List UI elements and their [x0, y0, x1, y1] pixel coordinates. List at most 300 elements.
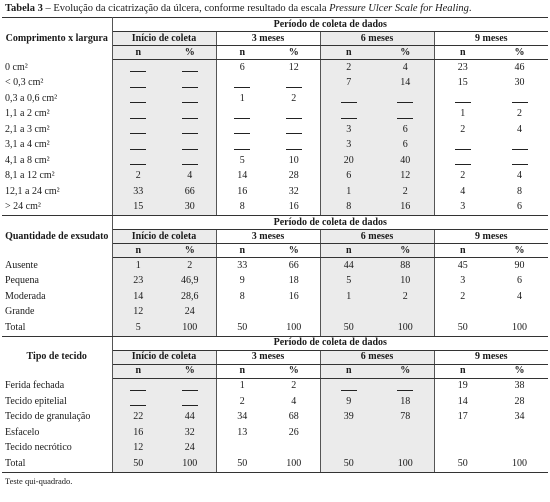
row-label: Moderada [2, 289, 112, 305]
period-label: 9 meses [434, 230, 548, 244]
percent-header: % [164, 244, 216, 258]
table-body [2, 18, 548, 473]
table-row [2, 169, 548, 185]
table-cell: 16 [112, 425, 164, 441]
row-label: > 24 cm² [2, 200, 112, 216]
table-cell: 100 [491, 320, 548, 336]
table-cell [216, 441, 268, 457]
table-row [2, 441, 548, 457]
row-label: 2,1 a 3 cm² [2, 122, 112, 138]
empty-value-dash [234, 109, 250, 119]
table-cell [268, 441, 320, 457]
table-cell [112, 378, 164, 394]
table-cell: 88 [377, 258, 434, 274]
table-cell: 2 [460, 123, 466, 135]
table-cell [112, 122, 164, 138]
table-row [2, 138, 548, 154]
empty-value-dash [341, 381, 357, 391]
row-label: 3,1 a 4 cm² [2, 138, 112, 154]
table-cell [320, 378, 377, 394]
row-label: Ferida fechada [2, 378, 112, 394]
table-cell: 6 [239, 61, 245, 73]
table-cell: 50 [216, 456, 268, 472]
table-cell: 100 [377, 320, 434, 336]
table-cell: 46,9 [164, 274, 216, 290]
table-cell [164, 76, 216, 92]
row-label: Total [2, 320, 112, 336]
empty-value-dash [286, 109, 302, 119]
empty-value-dash [512, 155, 528, 165]
row-label: 8,1 a 12 cm² [2, 169, 112, 185]
table-cell: 8 [517, 185, 523, 197]
empty-value-dash [182, 62, 198, 72]
row-label: Total [2, 456, 112, 472]
table-cell [164, 107, 216, 123]
table-cell: 50 [434, 320, 491, 336]
table-cell [216, 138, 268, 154]
table-cell [164, 153, 216, 169]
table-cell: 6 [320, 169, 377, 185]
table-cell [112, 107, 164, 123]
table-cell [491, 441, 548, 457]
table-cell: 10 [268, 153, 320, 169]
empty-value-dash [130, 109, 146, 119]
healing-evolution-table [2, 17, 548, 473]
table-row [2, 76, 548, 92]
table-cell: 24 [164, 441, 216, 457]
period-label: 6 meses [320, 230, 434, 244]
period-label: 9 meses [434, 350, 548, 364]
table-cell [268, 138, 320, 154]
table-cell: 2 [268, 91, 320, 107]
empty-value-dash [397, 109, 413, 119]
empty-value-dash [512, 93, 528, 103]
table-cell: 16 [237, 185, 248, 197]
table-cell [112, 153, 164, 169]
table-row [2, 289, 548, 305]
period-header: Período de coleta de dados [112, 18, 548, 32]
table-cell: 50 [216, 320, 268, 336]
row-label: 0 cm² [2, 60, 112, 76]
table-cell: 32 [268, 184, 320, 200]
period-label: 6 meses [320, 350, 434, 364]
empty-value-dash [182, 124, 198, 134]
table-cell: 2 [239, 395, 245, 407]
table-cell: 8 [239, 290, 245, 302]
table-cell: 12 [112, 305, 164, 321]
table-cell [377, 378, 434, 394]
table-row [2, 305, 548, 321]
table-cell [377, 305, 434, 321]
row-label: Pequena [2, 274, 112, 290]
n-header: n [216, 46, 268, 60]
table-cell: 22 [112, 410, 164, 426]
table-cell: 30 [514, 77, 525, 89]
table-cell [434, 91, 491, 107]
table-cell: 15 [112, 200, 164, 216]
table-cell [491, 91, 548, 107]
table-container [2, 0, 548, 486]
table-cell: 66 [268, 258, 320, 274]
empty-value-dash [182, 155, 198, 165]
table-cell: 39 [320, 410, 377, 426]
table-cell: 28 [514, 395, 525, 407]
empty-value-dash [397, 93, 413, 103]
table-cell: 3 [320, 138, 377, 154]
table-cell: 100 [491, 456, 548, 472]
table-cell: 26 [268, 425, 320, 441]
table-cell: 5 [239, 154, 245, 166]
table-footnote: Teste qui-quadrado. [5, 475, 73, 486]
table-cell: 6 [377, 138, 434, 154]
row-label: 4,1 a 8 cm² [2, 153, 112, 169]
n-header: n [320, 46, 377, 60]
row-label: 12,1 a 24 cm² [2, 184, 112, 200]
table-cell: 33 [112, 184, 164, 200]
table-cell: 7 [320, 76, 377, 92]
table-cell [434, 138, 491, 154]
table-cell: 78 [377, 410, 434, 426]
table-row [2, 410, 548, 426]
percent-header: % [377, 244, 434, 258]
table-cell: 66 [164, 184, 216, 200]
period-label: Início de coleta [112, 32, 216, 46]
table-cell: 2 [460, 170, 466, 182]
period-header: Período de coleta de dados [112, 216, 548, 230]
empty-value-dash [286, 140, 302, 150]
table-cell: 16 [268, 289, 320, 305]
table-cell: 6 [491, 200, 548, 216]
empty-value-dash [182, 78, 198, 88]
table-cell [320, 305, 377, 321]
table-cell: 100 [377, 456, 434, 472]
table-cell: 28 [268, 169, 320, 185]
table-cell [164, 378, 216, 394]
table-cell [268, 76, 320, 92]
table-cell: 18 [268, 274, 320, 290]
table-cell [268, 305, 320, 321]
table-cell [164, 138, 216, 154]
table-cell: 9 [239, 275, 245, 287]
percent-header: % [377, 364, 434, 378]
table-row [2, 258, 548, 274]
table-row [2, 456, 548, 472]
table-cell: 44 [320, 258, 377, 274]
empty-value-dash [286, 78, 302, 88]
table-cell: 6 [517, 275, 523, 287]
table-cell: 1 [239, 380, 245, 392]
n-header: n [434, 244, 491, 258]
table-cell [216, 305, 268, 321]
table-cell [164, 122, 216, 138]
empty-value-dash [455, 93, 471, 103]
table-cell: 4 [517, 290, 523, 302]
table-cell [112, 394, 164, 410]
table-row [2, 320, 548, 336]
table-cell [268, 122, 320, 138]
empty-value-dash [182, 109, 198, 119]
table-cell [216, 76, 268, 92]
period-label: 3 meses [216, 32, 320, 46]
table-cell: 14 [237, 170, 248, 182]
table-cell: 3 [460, 275, 466, 287]
table-cell: 12 [112, 441, 164, 457]
period-header: Período de coleta de dados [112, 336, 548, 350]
table-cell: 1 [320, 184, 377, 200]
period-label: 6 meses [320, 32, 434, 46]
table-cell: 8 [216, 200, 268, 216]
empty-value-dash [341, 109, 357, 119]
section-header-row [2, 336, 548, 350]
table-row [2, 378, 548, 394]
table-cell: 12 [377, 169, 434, 185]
table-cell [434, 153, 491, 169]
table-cell: 32 [164, 425, 216, 441]
table-cell [112, 91, 164, 107]
table-cell: 46 [514, 61, 525, 73]
row-label: Grande [2, 305, 112, 321]
table-cell: 50 [434, 456, 491, 472]
period-label: 3 meses [216, 230, 320, 244]
table-cell: 23 [457, 61, 468, 73]
empty-value-dash [182, 93, 198, 103]
table-cell [164, 394, 216, 410]
empty-value-dash [130, 381, 146, 391]
table-cell [377, 441, 434, 457]
table-cell: 2 [112, 169, 164, 185]
table-cell: 50 [112, 456, 164, 472]
table-cell: 100 [164, 456, 216, 472]
table-cell [377, 425, 434, 441]
table-cell: 90 [514, 259, 525, 271]
empty-value-dash [182, 140, 198, 150]
table-cell: 34 [237, 411, 248, 423]
table-cell: 1 [460, 108, 466, 120]
table-cell [491, 305, 548, 321]
n-header: n [434, 364, 491, 378]
row-label: Tecido necrótico [2, 441, 112, 457]
table-cell: 2 [460, 290, 466, 302]
table-cell [434, 305, 491, 321]
table-cell: 10 [377, 274, 434, 290]
n-header: n [320, 244, 377, 258]
table-cell: 4 [517, 123, 523, 135]
table-cell [268, 107, 320, 123]
table-cell: 44 [164, 410, 216, 426]
table-cell [112, 60, 164, 76]
empty-value-dash [234, 78, 250, 88]
table-cell: 18 [377, 394, 434, 410]
table-cell [320, 441, 377, 457]
table-cell: 13 [237, 426, 248, 438]
empty-value-dash [130, 396, 146, 406]
table-cell: 16 [377, 200, 434, 216]
table-row [2, 425, 548, 441]
table-cell: 16 [268, 200, 320, 216]
table-cell [491, 425, 548, 441]
table-cell: 14 [377, 76, 434, 92]
table-cell: 1 [320, 289, 377, 305]
section-header-row [2, 18, 548, 32]
table-row [2, 153, 548, 169]
table-cell [320, 425, 377, 441]
table-cell: 1 [112, 258, 164, 274]
table-cell [434, 441, 491, 457]
table-row [2, 184, 548, 200]
table-cell: 34 [514, 411, 525, 423]
n-header: n [434, 46, 491, 60]
table-caption [2, 0, 548, 17]
n-header: n [216, 244, 268, 258]
table-cell [377, 107, 434, 123]
table-cell: 2 [320, 60, 377, 76]
table-cell: 6 [377, 122, 434, 138]
table-cell: 14 [112, 289, 164, 305]
table-cell: 33 [237, 259, 248, 271]
caption-text: – Evolução da cicatrização da úlcera, conforme resultado da escala [42, 3, 330, 14]
section-label: Comprimento x largura [2, 18, 112, 60]
table-cell: 15 [457, 77, 468, 89]
table-cell [216, 122, 268, 138]
period-label: Início de coleta [112, 230, 216, 244]
empty-value-dash [130, 62, 146, 72]
table-row [2, 394, 548, 410]
empty-value-dash [130, 78, 146, 88]
n-header: n [320, 364, 377, 378]
empty-value-dash [397, 381, 413, 391]
table-cell: 2 [377, 184, 434, 200]
row-label: 0,3 a 0,6 cm² [2, 91, 112, 107]
percent-header: % [491, 364, 548, 378]
empty-value-dash [455, 155, 471, 165]
period-label: Início de coleta [112, 350, 216, 364]
caption-label: Tabela 3 [5, 3, 43, 14]
table-cell [216, 107, 268, 123]
table-cell: 5 [112, 320, 164, 336]
table-cell: 14 [457, 395, 468, 407]
table-cell: 2 [268, 378, 320, 394]
table-cell [320, 107, 377, 123]
table-cell: 8 [320, 200, 377, 216]
table-cell: 68 [268, 410, 320, 426]
table-cell: 50 [320, 456, 377, 472]
table-cell: 2 [164, 258, 216, 274]
section-header-row [2, 216, 548, 230]
table-cell: 2 [517, 108, 523, 120]
percent-header: % [491, 46, 548, 60]
table-cell: 4 [377, 60, 434, 76]
empty-value-dash [234, 124, 250, 134]
n-header: n [112, 364, 164, 378]
table-cell: 9 [320, 394, 377, 410]
table-cell: 4 [460, 185, 466, 197]
empty-value-dash [512, 140, 528, 150]
n-header: n [112, 244, 164, 258]
percent-header: % [491, 244, 548, 258]
table-cell: 30 [164, 200, 216, 216]
row-label: 1,1 a 2 cm² [2, 107, 112, 123]
caption-end: . [468, 3, 472, 14]
empty-value-dash [130, 124, 146, 134]
table-cell: 20 [320, 153, 377, 169]
table-cell: 45 [457, 259, 468, 271]
table-cell [491, 138, 548, 154]
table-cell: 17 [457, 411, 468, 423]
table-cell: 4 [268, 394, 320, 410]
empty-value-dash [182, 396, 198, 406]
table-cell [164, 91, 216, 107]
row-label: Esfacelo [2, 425, 112, 441]
table-cell: 100 [164, 320, 216, 336]
table-cell: 38 [514, 380, 525, 392]
table-cell: 1 [239, 92, 245, 104]
table-cell [491, 153, 548, 169]
empty-value-dash [341, 93, 357, 103]
table-cell [377, 91, 434, 107]
percent-header: % [164, 364, 216, 378]
row-label: Tecido epitelial [2, 394, 112, 410]
row-label: < 0,3 cm² [2, 76, 112, 92]
table-row [2, 122, 548, 138]
table-cell: 100 [268, 320, 320, 336]
table-row [2, 107, 548, 123]
table-cell [164, 60, 216, 76]
section-label: Tipo de tecido [2, 336, 112, 378]
table-cell: 4 [517, 170, 523, 182]
section-label: Quantidade de exsudato [2, 216, 112, 258]
table-cell: 50 [320, 320, 377, 336]
empty-value-dash [455, 140, 471, 150]
empty-value-dash [286, 124, 302, 134]
percent-header: % [377, 46, 434, 60]
percent-header: % [268, 364, 320, 378]
percent-header: % [268, 244, 320, 258]
empty-value-dash [130, 93, 146, 103]
table-cell: 23 [112, 274, 164, 290]
row-label: Ausente [2, 258, 112, 274]
table-cell: 3 [320, 122, 377, 138]
table-cell: 28,6 [164, 289, 216, 305]
period-label: 3 meses [216, 350, 320, 364]
table-cell: 40 [377, 153, 434, 169]
table-cell: 5 [320, 274, 377, 290]
table-cell [434, 425, 491, 441]
table-row [2, 274, 548, 290]
caption-scale-name: Pressure Ulcer Scale for Healing [329, 3, 469, 14]
empty-value-dash [130, 155, 146, 165]
table-cell: 19 [457, 380, 468, 392]
table-row [2, 91, 548, 107]
n-header: n [112, 46, 164, 60]
n-header: n [216, 364, 268, 378]
table-cell: 12 [268, 60, 320, 76]
table-cell: 4 [164, 169, 216, 185]
table-cell: 3 [434, 200, 491, 216]
table-cell [112, 76, 164, 92]
percent-header: % [268, 46, 320, 60]
table-cell [112, 138, 164, 154]
table-row [2, 60, 548, 76]
percent-header: % [164, 46, 216, 60]
empty-value-dash [234, 140, 250, 150]
table-cell: 24 [164, 305, 216, 321]
empty-value-dash [130, 140, 146, 150]
empty-value-dash [182, 381, 198, 391]
period-label: 9 meses [434, 32, 548, 46]
table-cell: 2 [377, 289, 434, 305]
table-row [2, 200, 548, 216]
table-cell: 100 [268, 456, 320, 472]
